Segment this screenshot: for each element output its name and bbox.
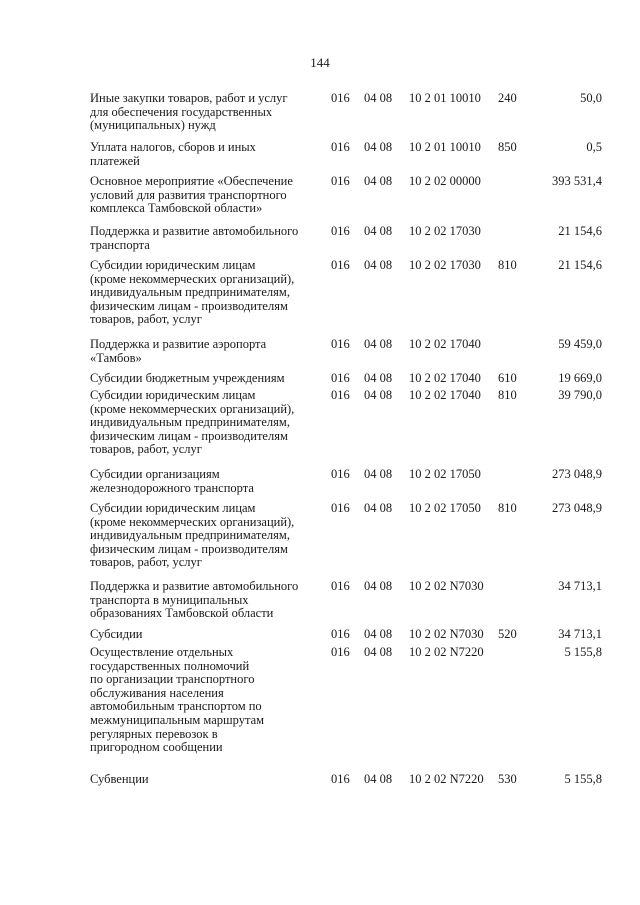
row-amount: 5 155,8 [564,645,602,659]
row-amount: 39 790,0 [558,388,602,402]
target-article-code: 10 2 02 17050 [409,501,481,515]
expense-type-code: 850 [498,140,517,154]
target-article-code: 10 2 02 N7220 [409,645,484,659]
row-amount: 34 713,1 [558,579,602,593]
section-code: 04 08 [364,388,393,402]
row-description: Основное мероприятие «Обеспечение условий для развития транспортного комплекса Тамбовской области» [90,174,293,216]
row-description: Осуществление отдельных государственных полномочий по организации транспортного обслуживания населения автомобильным транспортом по межмуниципальным маршрутам регулярных перевозок в пригородном сообщении [90,645,265,755]
ministry-code: 016 [331,258,350,272]
row-amount: 50,0 [580,91,602,105]
row-description: Субсидии юридическим лицам (кроме некоммерческих организаций), индивидуальным предпринимателям, физическим лицам - производителям товаров, работ, услуг [90,258,295,327]
row-description: Иные закупки товаров, работ и услуг для обеспечения государственных (муниципальных) нужд [90,91,288,133]
row-description: Субсидии организациям железнодорожного транспорта [90,467,254,495]
target-article-code: 10 2 02 17030 [409,258,481,272]
row-description: Субвенции [90,772,149,786]
target-article-code: 10 2 02 17050 [409,467,481,481]
expense-type-code: 240 [498,91,517,105]
target-article-code: 10 2 02 N7030 [409,627,484,641]
page-number: 144 [310,55,330,70]
section-code: 04 08 [364,627,393,641]
expense-type-code: 810 [498,258,517,272]
target-article-code: 10 2 01 10010 [409,140,481,154]
ministry-code: 016 [331,772,350,786]
section-code: 04 08 [364,224,393,238]
section-code: 04 08 [364,174,393,188]
ministry-code: 016 [331,388,350,402]
row-description: Поддержка и развитие автомобильного транспорта [90,224,299,252]
row-description: Поддержка и развитие автомобильного транспорта в муниципальных образованиях Тамбовской области [90,579,299,621]
row-amount: 21 154,6 [558,224,602,238]
ministry-code: 016 [331,91,350,105]
target-article-code: 10 2 02 17040 [409,388,481,402]
ministry-code: 016 [331,371,350,385]
row-description: Субсидии юридическим лицам (кроме некоммерческих организаций), индивидуальным предпринимателям, физическим лицам - производителям товаров, работ, услуг [90,501,295,570]
section-code: 04 08 [364,258,393,272]
row-amount: 273 048,9 [552,501,602,515]
ministry-code: 016 [331,579,350,593]
ministry-code: 016 [331,140,350,154]
row-description: Поддержка и развитие аэропорта «Тамбов» [90,337,267,365]
target-article-code: 10 2 02 00000 [409,174,481,188]
ministry-code: 016 [331,627,350,641]
section-code: 04 08 [364,501,393,515]
expense-type-code: 810 [498,501,517,515]
ministry-code: 016 [331,501,350,515]
expense-type-code: 610 [498,371,517,385]
ministry-code: 016 [331,174,350,188]
target-article-code: 10 2 02 17030 [409,224,481,238]
row-description: Субсидии юридическим лицам (кроме некоммерческих организаций), индивидуальным предпринимателям, физическим лицам - производителям товаров, работ, услуг [90,388,295,457]
section-code: 04 08 [364,772,393,786]
row-description: Уплата налогов, сборов и иных платежей [90,140,256,168]
target-article-code: 10 2 02 17040 [409,337,481,351]
target-article-code: 10 2 01 10010 [409,91,481,105]
section-code: 04 08 [364,467,393,481]
expense-type-code: 530 [498,772,517,786]
row-amount: 393 531,4 [552,174,602,188]
section-code: 04 08 [364,91,393,105]
target-article-code: 10 2 02 N7030 [409,579,484,593]
ministry-code: 016 [331,467,350,481]
row-amount: 34 713,1 [558,627,602,641]
expense-type-code: 520 [498,627,517,641]
ministry-code: 016 [331,645,350,659]
row-description: Субсидии бюджетным учреждениям [90,371,285,385]
ministry-code: 016 [331,337,350,351]
row-amount: 19 669,0 [558,371,602,385]
row-amount: 21 154,6 [558,258,602,272]
section-code: 04 08 [364,337,393,351]
row-amount: 273 048,9 [552,467,602,481]
row-description: Субсидии [90,627,143,641]
row-amount: 0,5 [586,140,602,154]
section-code: 04 08 [364,579,393,593]
expense-type-code: 810 [498,388,517,402]
row-amount: 5 155,8 [564,772,602,786]
target-article-code: 10 2 02 N7220 [409,772,484,786]
section-code: 04 08 [364,371,393,385]
section-code: 04 08 [364,645,393,659]
ministry-code: 016 [331,224,350,238]
target-article-code: 10 2 02 17040 [409,371,481,385]
row-amount: 59 459,0 [558,337,602,351]
section-code: 04 08 [364,140,393,154]
